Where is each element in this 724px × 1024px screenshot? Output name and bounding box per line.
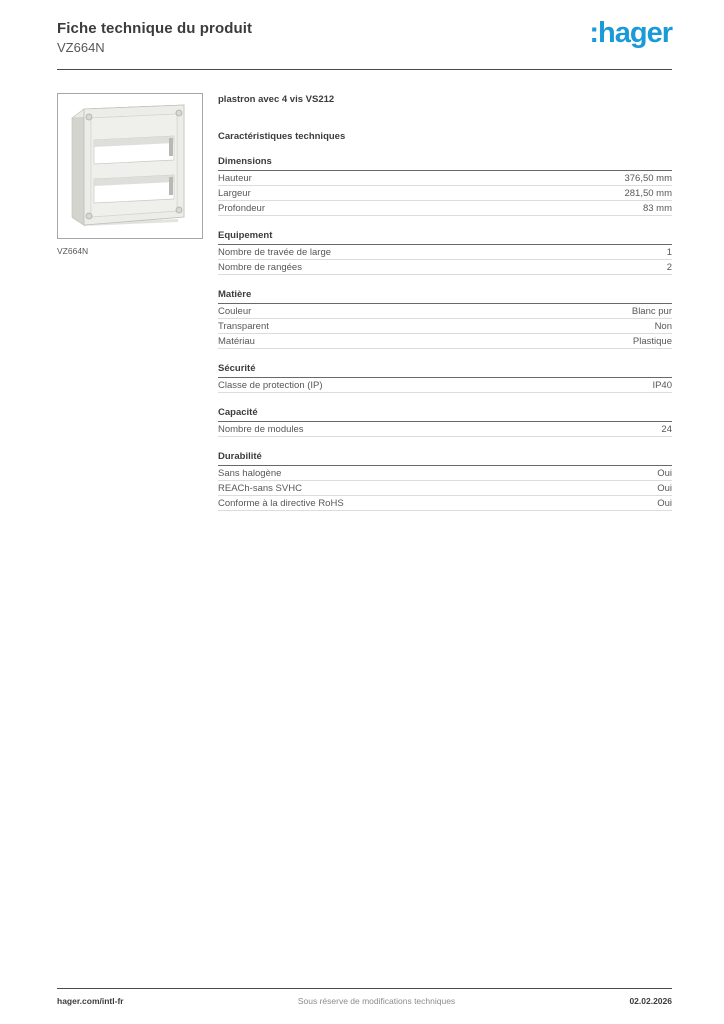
spec-value: 2	[666, 261, 672, 273]
spec-row	[218, 378, 672, 393]
spec-row	[218, 334, 672, 349]
spec-section	[218, 156, 672, 216]
product-description: plastron avec 4 vis VS212	[218, 94, 335, 105]
spec-row	[218, 496, 672, 511]
spec-label: Profondeur	[218, 202, 266, 214]
spec-label: Conforme à la directive RoHS	[218, 497, 344, 509]
header-titles	[57, 20, 252, 55]
spec-label: Transparent	[218, 320, 269, 332]
section-title: Sécurité	[218, 363, 672, 378]
spec-sections	[218, 156, 672, 511]
spec-value: Oui	[657, 467, 672, 479]
spec-label: Nombre de rangées	[218, 261, 302, 273]
page-title: Fiche technique du produit	[57, 20, 253, 37]
section-title: Equipement	[218, 230, 672, 245]
section-title: Capacité	[218, 407, 672, 422]
spec-value: 83 mm	[642, 202, 672, 214]
section-title: Durabilité	[218, 451, 672, 466]
spec-section	[218, 289, 672, 349]
spec-value: 1	[666, 246, 672, 258]
spec-value: 24	[661, 423, 672, 435]
spec-value: Blanc pur	[631, 305, 672, 317]
spec-value: Plastique	[632, 335, 672, 347]
spec-row	[218, 466, 672, 481]
spec-section	[218, 230, 672, 275]
footer-date: 02.02.2026	[629, 996, 672, 1006]
spec-row	[218, 186, 672, 201]
spec-label: REACh-sans SVHC	[218, 482, 302, 494]
spec-label: Largeur	[218, 187, 251, 199]
plastron-illustration	[58, 94, 202, 238]
spec-label: Classe de protection (IP)	[218, 379, 323, 391]
spec-label: Matériau	[218, 335, 255, 347]
spec-section	[218, 451, 672, 511]
product-image-column	[57, 93, 203, 511]
spec-label: Sans halogène	[218, 467, 282, 479]
spec-row	[218, 245, 672, 260]
spec-section	[218, 363, 672, 393]
specs-column	[218, 93, 672, 511]
spec-row	[218, 260, 672, 275]
spec-value: IP40	[652, 379, 672, 391]
spec-row	[218, 171, 672, 186]
section-title: Matière	[218, 289, 672, 304]
main-content	[57, 93, 672, 511]
spec-section	[218, 407, 672, 437]
spec-label: Nombre de modules	[218, 423, 304, 435]
page-footer	[57, 988, 672, 1006]
spec-label: Nombre de travée de large	[218, 246, 332, 258]
spec-label: Couleur	[218, 305, 252, 317]
spec-row	[218, 304, 672, 319]
header-divider	[57, 69, 672, 70]
spec-label: Hauteur	[218, 172, 252, 184]
characteristics-heading: Caractéristiques techniques	[218, 131, 346, 142]
spec-value: Oui	[657, 482, 672, 494]
footer-row	[57, 996, 672, 1006]
hager-logo: :hager	[589, 17, 672, 49]
spec-value: 376,50 mm	[624, 172, 672, 184]
product-image	[57, 93, 203, 239]
product-image-caption: VZ664N	[57, 246, 89, 256]
spec-value: Oui	[657, 497, 672, 509]
spec-row	[218, 319, 672, 334]
spec-row	[218, 422, 672, 437]
spec-row	[218, 481, 672, 496]
spec-value: Non	[654, 320, 672, 332]
section-title: Dimensions	[218, 156, 672, 171]
footer-website-link[interactable]: hager.com/intl-fr	[57, 996, 124, 1006]
footer-disclaimer: Sous réserve de modifications techniques	[297, 996, 456, 1006]
spec-value: 281,50 mm	[624, 187, 672, 199]
page-header	[57, 17, 672, 55]
product-code: VZ664N	[57, 40, 105, 55]
spec-row	[218, 201, 672, 216]
